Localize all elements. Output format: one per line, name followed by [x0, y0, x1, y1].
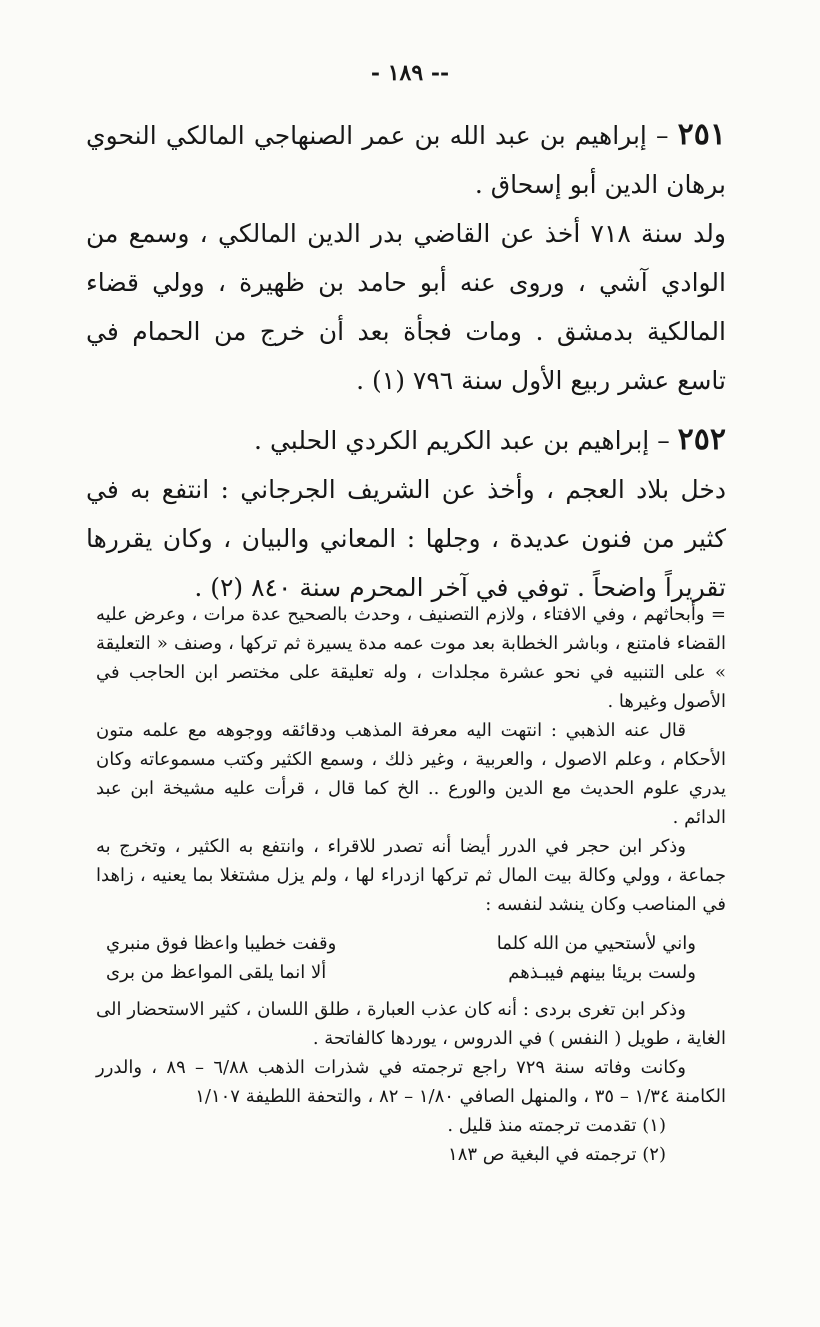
poem-hemistich: واني لأستحيي من الله كلما [496, 933, 696, 954]
poem-hemistich: ولست بريئا بينهم فيبـذهم [508, 962, 696, 983]
poem [96, 929, 726, 987]
entry-heading: ٢٥٢ – إبراهيم بن عبد الكريم الكردي الحلبي . [254, 422, 726, 457]
poem-verse [96, 958, 726, 987]
main-text [86, 110, 726, 612]
poem-hemistich: وقفت خطيبا واعظا فوق منبري [106, 933, 337, 954]
entry-number: ٢٥٢ [677, 422, 726, 457]
poem-hemistich: ألا انما يلقى المواعظ من برى [106, 962, 327, 983]
entry-body: دخل بلاد العجم ، وأخذ عن الشريف الجرجاني : انتفع به في كثير من فنون عديدة ، وجلها : المعاني والبيان ، وكان يقررها تقريراً واضحاً . توفي في آخر المحرم سنة ٨٤٠ (٢) . [86, 475, 726, 602]
entry-body: ولد سنة ٧١٨ أخذ عن القاضي بدر الدين المالكي ، وسمع من الوادي آشي ، وروى عنه أبو حامد بن ظهيرة ، وولي قضاء المالكية بدمشق . ومات فجأة بعد أن خرج من الحمام في تاسع عشر ربيع الأول سنة ٧٩٦ (١) . [86, 219, 726, 395]
entry-title: إبراهيم بن عبد الله بن عمر الصنهاجي المالكي النحوي برهان الدين أبو إسحاق . [86, 121, 726, 199]
page-number: - ١٨٩ -- [370, 60, 450, 86]
footnote-paragraph: وذكر ابن حجر في الدرر أيضا أنه تصدر للاقراء ، وانتفع به الكثير ، وتخرج به جماعة ، وولي وكالة بيت المال ثم تركها ازدراء لها ، ولم يزل مشتغلا بما يعنيه ، زاهدا في المناصب وكان ينشد لنفسه : [96, 836, 726, 915]
footnote-note: (٢) ترجمته في البغية ص ١٨٣ [448, 1144, 666, 1165]
entry-title: إبراهيم بن عبد الكريم الكردي الحلبي . [254, 426, 650, 455]
poem-verse [96, 929, 726, 958]
footnote-paragraph: = وأبحاثهم ، وفي الافتاء ، ولازم التصنيف ، وحدث بالصحيح عدة مرات ، وعرض عليه القضاء فامتنع ، وباشر الخطابة بعد موت عمه مدة يسيرة ثم تركها ، وصنف « التعليقة » على التنبيه في نحو عشرة مجلدات ، وله تعليقة على مختصر ابن الحاجب في الأصول وغيرها . [96, 604, 726, 712]
entry-number: ٢٥١ [677, 117, 726, 152]
entry-heading: ٢٥١ – إبراهيم بن عبد الله بن عمر الصنهاجي المالكي النحوي برهان الدين أبو إسحاق . [86, 117, 726, 199]
footnote-paragraph: قال عنه الذهبي : انتهت اليه معرفة المذهب ودقائقه ووجوهه مع علمه متون الأحكام ، وعلم الاصول ، والعربية ، وغير ذلك ، وسمع الكثير وكتب مسموعاته وكان يدري علوم الحديث مع الدين والورع .. الخ كما قال ، قرأت عليه مشيخة ابن عبد الدائم . [96, 720, 726, 828]
footnotes [96, 600, 726, 1169]
footnote-note: (١) تقدمت ترجمته منذ قليل . [447, 1115, 666, 1136]
footnote-paragraph: وذكر ابن تغرى بردى : أنه كان عذب العبارة ، طلق اللسان ، كثير الاستحضار الى الغاية ، طويل ( النفس ) في الدروس ، يوردها كالفاتحة . [96, 999, 726, 1049]
footnote-paragraph: وكانت وفاته سنة ٧٢٩ راجع ترجمته في شذرات الذهب ٦/٨٨ – ٨٩ ، والدرر الكامنة ١/٣٤ – ٣٥ ، والمنهل الصافي ١/٨٠ – ٨٢ ، والتحفة اللطيفة ١/١٠٧ [96, 1057, 726, 1107]
